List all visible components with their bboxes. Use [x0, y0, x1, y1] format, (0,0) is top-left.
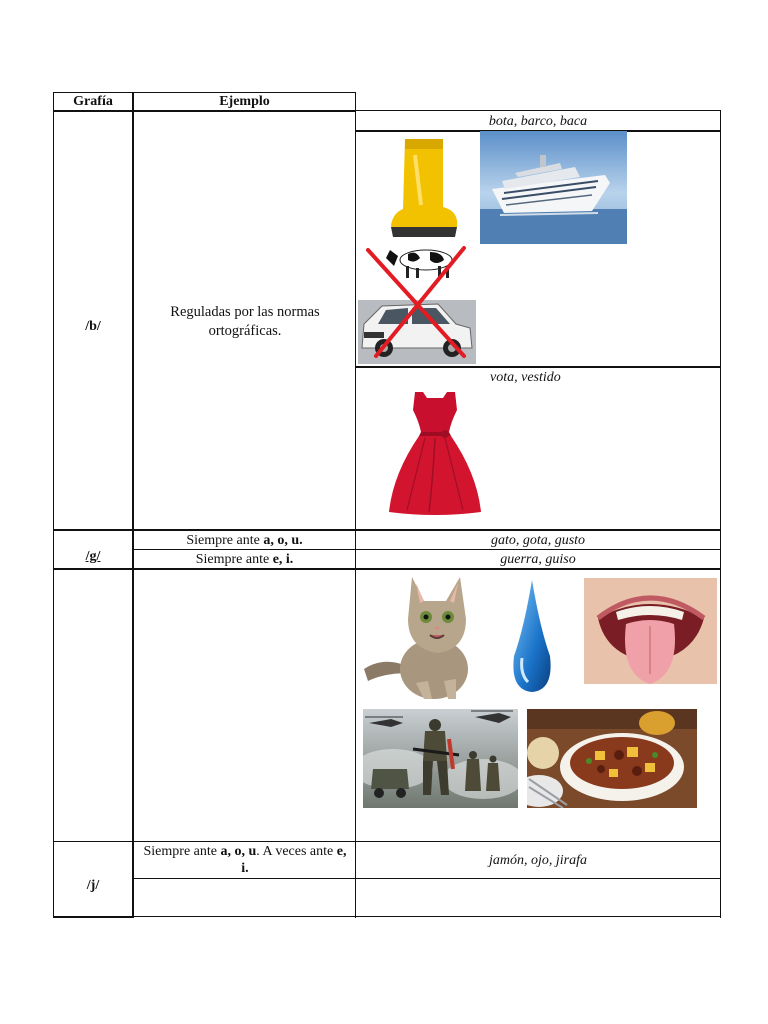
cat-image — [362, 573, 478, 703]
rule-b: Reguladas por las normas ortográficas. — [170, 304, 320, 339]
grafia-g-text: /g/ — [85, 549, 101, 564]
rule-j-1-bold1: a, o, u — [220, 844, 257, 859]
example-j-jamon: jamón, ojo, jirafa — [488, 853, 587, 868]
rule-g-2-bold: e, i. — [272, 552, 294, 567]
row-j-mid-line — [133, 878, 721, 879]
rule-j-1-bold2: e, i. — [241, 844, 347, 876]
example-b-bota: bota, barco, baca — [488, 114, 588, 129]
row-j-bottom-line-col1 — [53, 916, 134, 918]
header-ejemplo: Ejemplo — [219, 94, 270, 109]
example-b-vota: vota, vestido — [490, 370, 561, 385]
yellow-boot-image — [385, 135, 460, 241]
col3-right-line — [720, 110, 721, 918]
example-g-guerra: guerra, guiso — [500, 552, 576, 567]
rule-j-1 — [140, 843, 350, 877]
grafia-b: /b/ — [85, 319, 101, 334]
col1-left-line — [53, 92, 54, 918]
rule-j-1-mid: . A veces ante — [256, 844, 337, 859]
tongue-image — [584, 578, 717, 684]
grafia-g — [54, 548, 132, 565]
crossed-out-cow-and-car-image — [358, 244, 476, 364]
col1-right-line — [132, 92, 134, 918]
rule-g-2-pre: Siempre ante — [195, 552, 273, 567]
col3-top-line — [355, 110, 721, 111]
rule-j-1-pre: Siempre ante — [143, 844, 221, 859]
rule-g-1 — [134, 532, 355, 549]
images-row-bottom-line — [53, 841, 721, 842]
row-g-mid-line — [133, 549, 721, 550]
rule-g-1-bold: a, o, u. — [263, 533, 303, 548]
example-g-gato: gato, gota, gusto — [490, 533, 586, 548]
rule-g-2 — [134, 551, 355, 568]
stew-bowl-image — [527, 709, 697, 808]
row-b-bottom-line — [53, 529, 721, 531]
header-grafia: Grafía — [73, 94, 113, 109]
cruise-ship-image — [480, 131, 627, 244]
grafia-j: /j/ — [86, 878, 100, 893]
water-drop-image — [510, 578, 554, 694]
row-g-bottom-line — [53, 568, 721, 570]
col2-right-line — [355, 92, 356, 918]
col3-vota-line — [355, 366, 721, 368]
rule-g-1-pre: Siempre ante — [186, 533, 264, 548]
soldiers-war-image — [363, 709, 518, 808]
header-bottom-line — [53, 110, 356, 112]
red-dress-image — [385, 388, 485, 518]
row-j-bottom-line — [133, 916, 721, 917]
